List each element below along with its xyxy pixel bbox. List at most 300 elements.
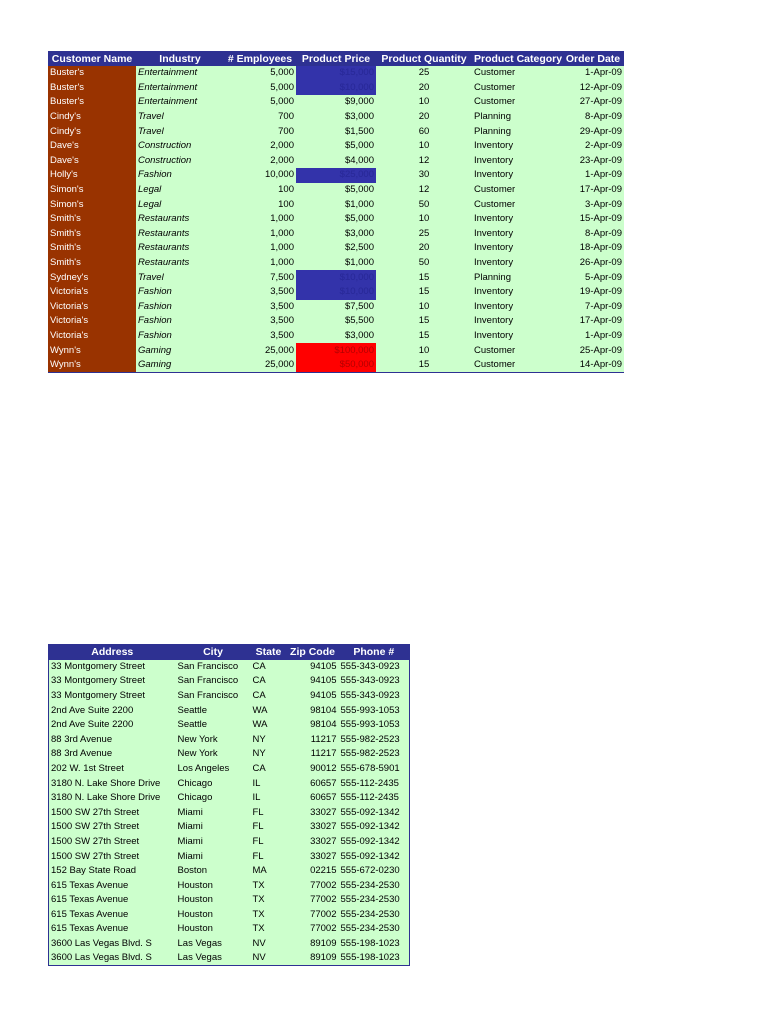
header-employees: # Employees [224,51,296,66]
table-row [49,762,410,777]
industry-cell[interactable]: Construction [136,154,224,169]
product-quantity-cell[interactable]: 20 [376,110,472,125]
customer-name-cell[interactable]: Smith's [48,227,136,242]
state-cell[interactable]: FL [251,820,287,835]
header-zip-code: Zip Code [287,645,339,660]
table-row [49,864,410,879]
table-row [48,314,624,329]
order-date-cell[interactable]: 1-Apr-09 [562,329,624,344]
table-row [49,689,410,704]
zip-code-cell[interactable]: 89109 [287,937,339,952]
state-cell[interactable]: CA [251,689,287,704]
city-cell[interactable]: Miami [176,849,251,864]
employees-cell[interactable]: 5,000 [224,95,296,110]
table-row [49,703,410,718]
product-category-cell[interactable]: Planning [472,270,562,285]
customer-name-cell[interactable]: Wynn's [48,358,136,373]
zip-code-cell[interactable]: 94105 [287,689,339,704]
customer-name-cell[interactable]: Cindy's [48,110,136,125]
address-cell[interactable]: 88 3rd Avenue [49,732,176,747]
product-quantity-cell[interactable]: 10 [376,300,472,315]
address-cell[interactable]: 3600 Las Vegas Blvd. S [49,951,176,966]
address-cell[interactable]: 3180 N. Lake Shore Drive [49,776,176,791]
order-date-cell[interactable]: 29-Apr-09 [562,124,624,139]
industry-cell[interactable]: Fashion [136,168,224,183]
state-cell[interactable]: CA [251,674,287,689]
employees-cell[interactable]: 7,500 [224,270,296,285]
industry-cell[interactable]: Legal [136,183,224,198]
city-cell[interactable]: Las Vegas [176,937,251,952]
table-row [49,849,410,864]
header-order-date: Order Date [562,51,624,66]
city-cell[interactable]: New York [176,732,251,747]
employees-cell[interactable]: 2,000 [224,154,296,169]
table-row [48,212,624,227]
order-date-cell[interactable]: 7-Apr-09 [562,300,624,315]
product-price-cell[interactable]: $5,000 [296,212,376,227]
header-product-category: Product Category [474,52,562,65]
product-price-cell[interactable]: $2,500 [296,241,376,256]
city-cell[interactable]: Miami [176,820,251,835]
phone-cell[interactable]: 555-982-2523 [339,747,410,762]
table-row [49,908,410,923]
order-date-cell[interactable]: 18-Apr-09 [562,241,624,256]
header-state: State [251,645,287,660]
phone-cell[interactable]: 555-092-1342 [339,805,410,820]
zip-code-cell[interactable]: 77002 [287,908,339,923]
employees-cell[interactable]: 3,500 [224,314,296,329]
phone-cell[interactable]: 555-678-5901 [339,762,410,777]
phone-cell[interactable]: 555-993-1053 [339,703,410,718]
product-quantity-cell[interactable]: 30 [376,168,472,183]
phone-cell[interactable]: 555-092-1342 [339,835,410,850]
state-cell[interactable]: TX [251,878,287,893]
employees-cell[interactable]: 700 [224,124,296,139]
employees-cell[interactable]: 10,000 [224,168,296,183]
table-row [49,776,410,791]
order-date-cell[interactable]: 1-Apr-09 [562,66,624,81]
industry-cell[interactable]: Travel [136,110,224,125]
order-date-cell[interactable]: 17-Apr-09 [562,314,624,329]
zip-code-cell[interactable]: 94105 [287,674,339,689]
zip-code-cell[interactable]: 94105 [287,660,339,675]
industry-cell[interactable]: Construction [136,139,224,154]
product-category-cell[interactable]: Inventory [472,329,562,344]
phone-cell[interactable]: 555-112-2435 [339,791,410,806]
product-price-cell[interactable]: $4,000 [296,154,376,169]
customer-name-cell[interactable]: Smith's [48,212,136,227]
table-row [48,343,624,358]
customer-name-cell[interactable]: Smith's [48,256,136,271]
product-quantity-cell[interactable]: 50 [376,256,472,271]
product-price-cell[interactable]: $3,000 [296,110,376,125]
product-price-cell[interactable]: $5,000 [296,139,376,154]
order-date-cell[interactable]: 1-Apr-09 [562,168,624,183]
city-cell[interactable]: Los Angeles [176,762,251,777]
table-row [48,358,624,373]
phone-cell[interactable]: 555-234-2530 [339,922,410,937]
table-row [48,241,624,256]
product-quantity-cell[interactable]: 12 [376,183,472,198]
product-price-cell[interactable]: $3,000 [296,227,376,242]
phone-cell[interactable]: 555-198-1023 [339,937,410,952]
city-cell[interactable]: San Francisco [176,674,251,689]
address-cell[interactable]: 1500 SW 27th Street [49,849,176,864]
product-price-cell[interactable]: $5,500 [296,314,376,329]
product-quantity-cell[interactable]: 20 [376,81,472,96]
address-cell[interactable]: 1500 SW 27th Street [49,835,176,850]
order-date-cell[interactable]: 2-Apr-09 [562,139,624,154]
industry-cell[interactable]: Legal [136,197,224,212]
zip-code-cell[interactable]: 89109 [287,951,339,966]
city-cell[interactable]: New York [176,747,251,762]
product-category-cell[interactable]: Inventory [472,139,562,154]
product-quantity-cell[interactable]: 10 [376,212,472,227]
table-row [48,139,624,154]
table-row [49,674,410,689]
state-cell[interactable]: IL [251,791,287,806]
product-price-cell[interactable]: $25,000 [296,168,376,183]
order-date-cell[interactable]: 12-Apr-09 [562,81,624,96]
table-row [49,747,410,762]
order-date-cell[interactable]: 25-Apr-09 [562,343,624,358]
state-cell[interactable]: FL [251,835,287,850]
industry-cell[interactable]: Travel [136,270,224,285]
product-category-cell[interactable]: Inventory [472,212,562,227]
product-price-cell[interactable]: $10,000 [296,81,376,96]
orders-table [48,51,624,373]
header-industry: Industry [136,51,224,66]
state-cell[interactable]: NV [251,951,287,966]
industry-cell[interactable]: Restaurants [136,212,224,227]
city-cell[interactable]: Seattle [176,703,251,718]
zip-code-cell[interactable]: 33027 [287,805,339,820]
product-category-cell[interactable]: Inventory [472,241,562,256]
state-cell[interactable]: TX [251,922,287,937]
product-category-cell[interactable]: Inventory [472,227,562,242]
phone-cell[interactable]: 555-234-2530 [339,908,410,923]
industry-cell[interactable]: Travel [136,124,224,139]
product-price-cell[interactable]: $9,000 [296,95,376,110]
header-address: Address [49,645,176,660]
product-price-cell[interactable]: $1,000 [296,197,376,212]
address-cell[interactable]: 33 Montgomery Street [49,674,176,689]
product-quantity-cell[interactable]: 12 [376,154,472,169]
zip-code-cell[interactable]: 77002 [287,922,339,937]
table-row [48,66,624,81]
zip-code-cell[interactable]: 11217 [287,732,339,747]
customer-name-cell[interactable]: Smith's [48,241,136,256]
industry-cell[interactable]: Fashion [136,329,224,344]
city-cell[interactable]: Miami [176,805,251,820]
address-cell[interactable]: 3600 Las Vegas Blvd. S [49,937,176,952]
phone-cell[interactable]: 555-993-1053 [339,718,410,733]
product-price-cell[interactable]: $3,000 [296,329,376,344]
address-cell[interactable]: 615 Texas Avenue [49,893,176,908]
phone-cell[interactable]: 555-343-0923 [339,689,410,704]
phone-cell[interactable]: 555-234-2530 [339,878,410,893]
customer-name-cell[interactable]: Sydney's [48,270,136,285]
zip-code-cell[interactable]: 98104 [287,718,339,733]
phone-cell[interactable]: 555-234-2530 [339,893,410,908]
employees-cell[interactable]: 700 [224,110,296,125]
city-cell[interactable]: San Francisco [176,689,251,704]
product-quantity-cell[interactable]: 15 [376,314,472,329]
address-cell[interactable]: 33 Montgomery Street [49,660,176,675]
customer-name-cell[interactable]: Wynn's [48,343,136,358]
customer-name-cell[interactable]: Simon's [48,197,136,212]
table-row [48,270,624,285]
product-category-cell[interactable]: Customer [472,343,562,358]
state-cell[interactable]: WA [251,718,287,733]
table-row [48,124,624,139]
table-row [49,878,410,893]
order-date-cell[interactable]: 8-Apr-09 [562,110,624,125]
table-row [49,835,410,850]
product-quantity-cell[interactable]: 25 [376,66,472,81]
phone-cell[interactable]: 555-092-1342 [339,849,410,864]
industry-cell[interactable]: Entertainment [136,66,224,81]
address-cell[interactable]: 3180 N. Lake Shore Drive [49,791,176,806]
customer-name-cell[interactable]: Holly's [48,168,136,183]
table-row [49,791,410,806]
product-category-cell[interactable]: Planning [472,124,562,139]
industry-cell[interactable]: Fashion [136,300,224,315]
product-price-cell[interactable]: $100,000 [296,343,376,358]
zip-code-cell[interactable]: 11217 [287,747,339,762]
city-cell[interactable]: Las Vegas [176,951,251,966]
customer-name-cell[interactable]: Cindy's [48,124,136,139]
employees-cell[interactable]: 25,000 [224,358,296,373]
employees-cell[interactable]: 3,500 [224,329,296,344]
product-category-cell[interactable]: Inventory [472,154,562,169]
table-row [48,197,624,212]
state-cell[interactable]: FL [251,849,287,864]
employees-cell[interactable]: 1,000 [224,256,296,271]
order-date-cell[interactable]: 17-Apr-09 [562,183,624,198]
industry-cell[interactable]: Restaurants [136,227,224,242]
customer-name-cell[interactable]: Victoria's [48,329,136,344]
order-date-cell[interactable]: 3-Apr-09 [562,197,624,212]
city-cell[interactable]: Miami [176,835,251,850]
phone-cell[interactable]: 555-198-1023 [339,951,410,966]
customer-name-cell[interactable]: Dave's [48,154,136,169]
city-cell[interactable]: Houston [176,922,251,937]
address-cell[interactable]: 88 3rd Avenue [49,747,176,762]
industry-cell[interactable]: Restaurants [136,241,224,256]
state-cell[interactable]: NY [251,732,287,747]
product-category-cell[interactable]: Inventory [472,256,562,271]
industry-cell[interactable]: Fashion [136,314,224,329]
city-cell[interactable]: Houston [176,908,251,923]
product-price-cell[interactable]: $50,000 [296,358,376,373]
state-cell[interactable]: WA [251,703,287,718]
phone-cell[interactable]: 555-672-0230 [339,864,410,879]
employees-cell[interactable]: 1,000 [224,212,296,227]
customer-name-cell[interactable]: Victoria's [48,300,136,315]
table-row [49,718,410,733]
address-cell[interactable]: 1500 SW 27th Street [49,805,176,820]
industry-cell[interactable]: Entertainment [136,81,224,96]
table-row [49,805,410,820]
table-row [49,937,410,952]
order-date-cell[interactable]: 8-Apr-09 [562,227,624,242]
city-cell[interactable]: Houston [176,878,251,893]
order-date-cell[interactable]: 14-Apr-09 [562,358,624,373]
order-date-cell[interactable]: 23-Apr-09 [562,154,624,169]
product-category-cell[interactable]: Customer [472,183,562,198]
table-row [48,110,624,125]
product-price-cell[interactable]: $10,000 [296,285,376,300]
employees-cell[interactable]: 5,000 [224,66,296,81]
zip-code-cell[interactable]: 02215 [287,864,339,879]
table-row [48,285,624,300]
state-cell[interactable]: NY [251,747,287,762]
zip-code-cell[interactable]: 77002 [287,893,339,908]
state-cell[interactable]: IL [251,776,287,791]
product-quantity-cell[interactable]: 20 [376,241,472,256]
product-category-cell[interactable]: Customer [472,95,562,110]
state-cell[interactable]: TX [251,908,287,923]
product-quantity-cell[interactable]: 50 [376,197,472,212]
product-price-cell[interactable]: $1,000 [296,256,376,271]
phone-cell[interactable]: 555-343-0923 [339,674,410,689]
zip-code-cell[interactable]: 33027 [287,820,339,835]
product-price-cell[interactable]: $1,500 [296,124,376,139]
product-quantity-cell[interactable]: 15 [376,358,472,373]
phone-cell[interactable]: 555-343-0923 [339,660,410,675]
city-cell[interactable]: Chicago [176,776,251,791]
city-cell[interactable]: San Francisco [176,660,251,675]
product-price-cell[interactable]: $5,000 [296,183,376,198]
table-row [48,300,624,315]
state-cell[interactable]: FL [251,805,287,820]
order-date-cell[interactable]: 27-Apr-09 [562,95,624,110]
employees-cell[interactable]: 3,500 [224,300,296,315]
order-date-cell[interactable]: 26-Apr-09 [562,256,624,271]
phone-cell[interactable]: 555-092-1342 [339,820,410,835]
customer-name-cell[interactable]: Victoria's [48,314,136,329]
product-quantity-cell[interactable]: 15 [376,285,472,300]
industry-cell[interactable]: Fashion [136,285,224,300]
zip-code-cell[interactable]: 90012 [287,762,339,777]
order-date-cell[interactable]: 5-Apr-09 [562,270,624,285]
customer-name-cell[interactable]: Buster's [48,81,136,96]
product-quantity-cell[interactable]: 15 [376,270,472,285]
city-cell[interactable]: Chicago [176,791,251,806]
product-category-cell[interactable]: Inventory [472,300,562,315]
address-cell[interactable]: 202 W. 1st Street [49,762,176,777]
header-product-price: Product Price [296,51,376,66]
zip-code-cell[interactable]: 77002 [287,878,339,893]
order-date-cell[interactable]: 19-Apr-09 [562,285,624,300]
header-customer-name: Customer Name [48,51,136,66]
industry-cell[interactable]: Restaurants [136,256,224,271]
address-cell[interactable]: 152 Bay State Road [49,864,176,879]
employees-cell[interactable]: 5,000 [224,81,296,96]
employees-cell[interactable]: 1,000 [224,227,296,242]
address-cell[interactable]: 2nd Ave Suite 2200 [49,703,176,718]
state-cell[interactable]: CA [251,660,287,675]
customer-name-cell[interactable]: Dave's [48,139,136,154]
product-quantity-cell[interactable]: 25 [376,227,472,242]
state-cell[interactable]: CA [251,762,287,777]
address-cell[interactable]: 33 Montgomery Street [49,689,176,704]
address-cell[interactable]: 615 Texas Avenue [49,878,176,893]
address-cell[interactable]: 1500 SW 27th Street [49,820,176,835]
phone-cell[interactable]: 555-112-2435 [339,776,410,791]
product-category-cell[interactable]: Planning [472,110,562,125]
table-row [48,256,624,271]
address-cell[interactable]: 2nd Ave Suite 2200 [49,718,176,733]
addresses-header-row [49,645,410,660]
order-date-cell[interactable]: 15-Apr-09 [562,212,624,227]
table-row [49,893,410,908]
zip-code-cell[interactable]: 98104 [287,703,339,718]
city-cell[interactable]: Houston [176,893,251,908]
address-cell[interactable]: 615 Texas Avenue [49,908,176,923]
product-quantity-cell[interactable]: 60 [376,124,472,139]
product-quantity-cell[interactable]: 10 [376,343,472,358]
product-category-cell[interactable]: Customer [472,81,562,96]
product-category-cell[interactable]: Customer [472,197,562,212]
state-cell[interactable]: NV [251,937,287,952]
table-row [48,168,624,183]
product-quantity-cell[interactable]: 10 [376,139,472,154]
address-cell[interactable]: 615 Texas Avenue [49,922,176,937]
product-quantity-cell[interactable]: 10 [376,95,472,110]
phone-cell[interactable]: 555-982-2523 [339,732,410,747]
industry-cell[interactable]: Gaming [136,343,224,358]
state-cell[interactable]: TX [251,893,287,908]
industry-cell[interactable]: Entertainment [136,95,224,110]
product-price-cell[interactable]: $7,500 [296,300,376,315]
state-cell[interactable]: MA [251,864,287,879]
product-category-cell[interactable]: Inventory [472,285,562,300]
zip-code-cell[interactable]: 33027 [287,835,339,850]
customer-name-cell[interactable]: Buster's [48,66,136,81]
customer-name-cell[interactable]: Simon's [48,183,136,198]
employees-cell[interactable]: 100 [224,197,296,212]
table-row [48,81,624,96]
product-price-cell[interactable]: $10,000 [296,270,376,285]
table-row [49,922,410,937]
addresses-table [48,644,410,966]
zip-code-cell[interactable]: 60657 [287,791,339,806]
city-cell[interactable]: Seattle [176,718,251,733]
employees-cell[interactable]: 25,000 [224,343,296,358]
zip-code-cell[interactable]: 33027 [287,849,339,864]
orders-header-row [48,51,624,66]
zip-code-cell[interactable]: 60657 [287,776,339,791]
product-quantity-cell[interactable]: 15 [376,329,472,344]
product-category-cell[interactable]: Inventory [472,168,562,183]
industry-cell[interactable]: Gaming [136,358,224,373]
product-category-cell[interactable]: Customer [472,66,562,81]
employees-cell[interactable]: 3,500 [224,285,296,300]
employees-cell[interactable]: 100 [224,183,296,198]
city-cell[interactable]: Boston [176,864,251,879]
product-category-cell[interactable]: Customer [472,358,562,373]
customer-name-cell[interactable]: Buster's [48,95,136,110]
product-category-cell[interactable]: Inventory [472,314,562,329]
employees-cell[interactable]: 2,000 [224,139,296,154]
product-price-cell[interactable]: $15,000 [296,66,376,81]
orders-body [48,66,624,372]
table-row [48,183,624,198]
employees-cell[interactable]: 1,000 [224,241,296,256]
customer-name-cell[interactable]: Victoria's [48,285,136,300]
